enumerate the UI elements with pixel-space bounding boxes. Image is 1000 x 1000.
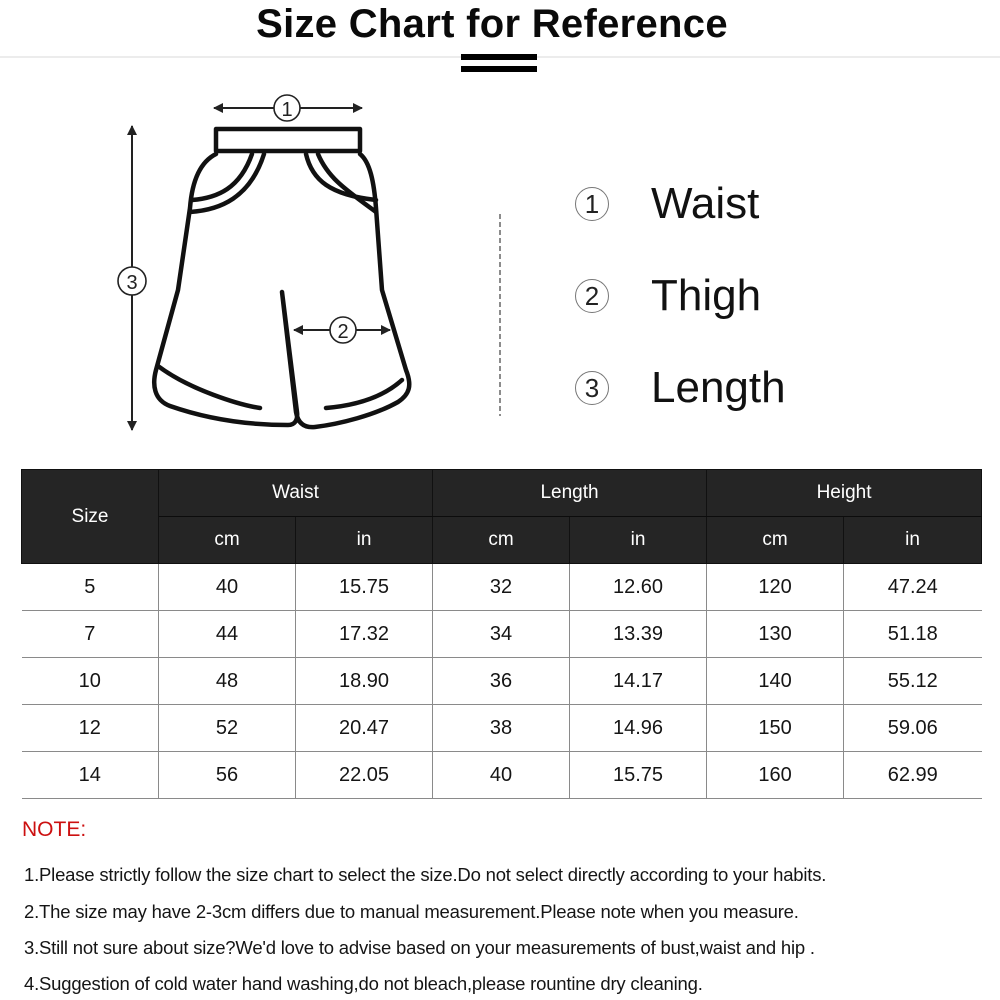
svg-text:2: 2 <box>337 321 349 343</box>
table-row <box>22 658 982 705</box>
cell-waist-cm: 52 <box>159 705 296 752</box>
cell-length-cm: 40 <box>433 752 570 799</box>
table-row <box>22 752 982 799</box>
cell-length-cm: 38 <box>433 705 570 752</box>
legend-label: Waist <box>651 179 760 228</box>
waist-arrow-icon <box>214 95 362 121</box>
cell-length-in: 15.75 <box>570 752 707 799</box>
cell-waist-in: 15.75 <box>296 564 433 611</box>
legend-item-length <box>575 342 786 434</box>
table-row <box>22 705 982 752</box>
cell-height-in: 47.24 <box>844 564 982 611</box>
svg-text:3: 3 <box>126 272 138 294</box>
legend-label: Length <box>651 363 786 412</box>
shorts-measurement-diagram <box>100 80 520 440</box>
column-group-waist: Waist <box>159 470 433 517</box>
unit-header: cm <box>159 517 296 564</box>
unit-header: in <box>570 517 707 564</box>
cell-length-in: 12.60 <box>570 564 707 611</box>
shorts-outline-icon <box>154 129 409 427</box>
circled-number-icon: 2 <box>575 279 609 313</box>
table-header-row <box>22 470 982 517</box>
cell-waist-cm: 44 <box>159 611 296 658</box>
circled-number-icon: 1 <box>575 187 609 221</box>
cell-height-in: 55.12 <box>844 658 982 705</box>
cell-height-cm: 130 <box>707 611 844 658</box>
cell-height-cm: 150 <box>707 705 844 752</box>
note-heading: NOTE: <box>22 818 87 841</box>
cell-size: 10 <box>22 658 159 705</box>
note-line-4: 4.Suggestion of cold water hand washing,do not bleach,please rountine dry cleaning. <box>24 973 703 994</box>
unit-header: cm <box>707 517 844 564</box>
size-table <box>21 469 982 799</box>
cell-height-in: 59.06 <box>844 705 982 752</box>
cell-height-cm: 140 <box>707 658 844 705</box>
cell-height-in: 62.99 <box>844 752 982 799</box>
measurement-legend <box>575 158 786 434</box>
cell-length-cm: 32 <box>433 564 570 611</box>
legend-item-waist <box>575 158 786 250</box>
cell-height-in: 51.18 <box>844 611 982 658</box>
column-header-size: Size <box>22 470 159 564</box>
thigh-arrow-icon <box>294 317 390 343</box>
svg-text:1: 1 <box>281 99 293 121</box>
cell-length-cm: 36 <box>433 658 570 705</box>
cell-length-in: 14.17 <box>570 658 707 705</box>
cell-height-cm: 120 <box>707 564 844 611</box>
circled-number-icon: 3 <box>575 371 609 405</box>
cell-length-cm: 34 <box>433 611 570 658</box>
cell-size: 5 <box>22 564 159 611</box>
title-underline-bar-top <box>461 54 537 60</box>
cell-waist-cm: 56 <box>159 752 296 799</box>
unit-header: in <box>844 517 982 564</box>
note-line-1: 1.Please strictly follow the size chart to select the size.Do not select directly according to your habits. <box>24 864 827 885</box>
cell-height-cm: 160 <box>707 752 844 799</box>
cell-size: 14 <box>22 752 159 799</box>
cell-waist-in: 17.32 <box>296 611 433 658</box>
page-title: Size Chart for Reference <box>256 2 728 46</box>
note-line-2: 2.The size may have 2-3cm differs due to manual measurement.Please note when you measure. <box>24 901 799 922</box>
cell-length-in: 14.96 <box>570 705 707 752</box>
legend-item-thigh <box>575 250 786 342</box>
length-arrow-icon <box>118 126 146 430</box>
cell-waist-in: 18.90 <box>296 658 433 705</box>
cell-waist-cm: 40 <box>159 564 296 611</box>
cell-waist-cm: 48 <box>159 658 296 705</box>
unit-header: in <box>296 517 433 564</box>
column-group-length: Length <box>433 470 707 517</box>
cell-waist-in: 20.47 <box>296 705 433 752</box>
cell-size: 12 <box>22 705 159 752</box>
title-underline-bar-bottom <box>461 66 537 72</box>
unit-header: cm <box>433 517 570 564</box>
table-row <box>22 564 982 611</box>
column-group-height: Height <box>707 470 982 517</box>
table-row <box>22 611 982 658</box>
note-line-3: 3.Still not sure about size?We'd love to advise based on your measurements of bust,waist and hip . <box>24 937 815 958</box>
table-unit-row <box>22 517 982 564</box>
cell-length-in: 13.39 <box>570 611 707 658</box>
cell-waist-in: 22.05 <box>296 752 433 799</box>
legend-label: Thigh <box>651 271 762 320</box>
cell-size: 7 <box>22 611 159 658</box>
